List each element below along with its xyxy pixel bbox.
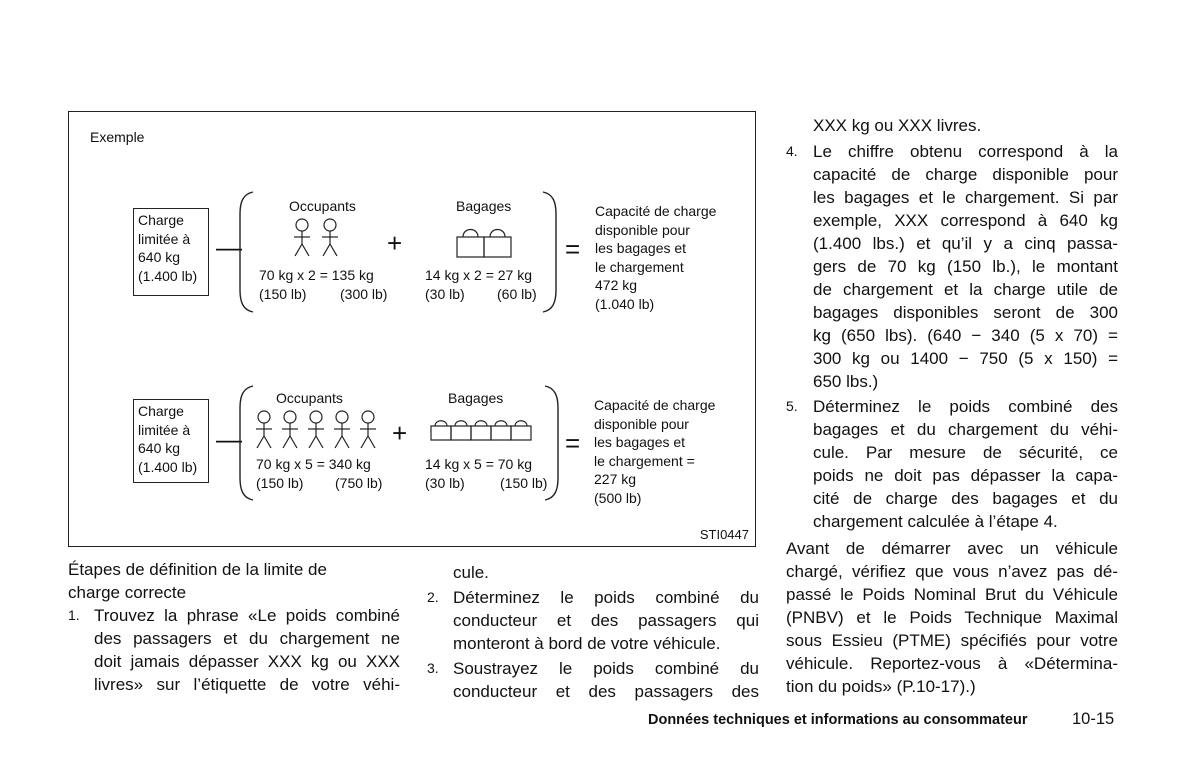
para-line: tion du poids» (P.10-17).): [786, 677, 976, 696]
minus-sign: —: [216, 424, 242, 454]
step-number: 4.: [786, 143, 798, 159]
box-line: (1.400 lb): [138, 267, 198, 284]
step-number: 1.: [68, 607, 80, 623]
occupants-lb-b: (300 lb): [340, 286, 388, 302]
step-line: bagages et du chargement du véhi-: [813, 420, 1118, 439]
luggage-icon: [455, 225, 513, 259]
step-3-continued: XXX kg ou XXX livres.: [813, 116, 982, 135]
load-limit-box: [133, 399, 209, 483]
occupants-lb-b: (750 lb): [335, 475, 383, 491]
step-line: 300 kg ou 1400 − 750 (5 x 150) =: [813, 349, 1118, 368]
step-number: 2.: [427, 589, 439, 605]
box-line: Charge: [138, 212, 184, 228]
result-line: (500 lb): [594, 489, 642, 506]
occupants-title: Occupants: [289, 198, 356, 214]
occupants-calc: 70 kg x 5 = 340 kg: [256, 456, 371, 472]
step-4: [786, 140, 1118, 393]
box-line: Charge: [138, 403, 184, 419]
step-line: (1.400 lbs.) et qu’il y a cinq passa-: [813, 234, 1118, 253]
step-2: [427, 586, 759, 655]
footer-title-text: Données techniques et informations au consommateur: [648, 712, 1028, 728]
para-line: (PNBV) et le Poids Technique Maximal: [786, 608, 1118, 627]
step-number: 5.: [786, 398, 798, 414]
result-line: 472 kg: [595, 277, 638, 293]
heading-line: charge correcte: [68, 583, 187, 602]
result-line: le chargement =: [594, 452, 695, 469]
bagages-lb-a: (30 lb): [425, 286, 465, 302]
step-3: [427, 657, 759, 703]
step-1-continued: cule.: [453, 563, 489, 582]
load-limit-box: [133, 208, 209, 296]
figure-code: STI0447: [699, 527, 749, 542]
step-line: cule. Par mesure de sécurité, ce: [813, 443, 1118, 462]
box-line: limitée à: [138, 421, 191, 438]
equals-sign: =: [565, 234, 581, 264]
step-number: 3.: [427, 660, 439, 676]
result-line: les bagages et: [595, 240, 687, 256]
step-line: monteront à bord de votre véhicule.: [453, 634, 721, 653]
step-line: capacité de charge disponible pour: [813, 165, 1118, 184]
occupant-figures-icon: [255, 410, 377, 450]
step-line: 650 lbs.): [813, 372, 879, 391]
result-line: 227 kg: [594, 471, 637, 487]
box-line: 640 kg: [138, 440, 181, 456]
bagages-title: Bagages: [456, 198, 512, 214]
bagages-calc: 14 kg x 2 = 27 kg: [425, 267, 533, 283]
box-line: (1.400 lb): [138, 458, 198, 475]
footer-title: [648, 711, 1028, 729]
equals-sign: =: [565, 428, 581, 458]
plus-sign: +: [392, 418, 408, 448]
box-line: 640 kg: [138, 249, 181, 265]
bagages-lb-b: (60 lb): [497, 286, 537, 302]
minus-sign: —: [216, 232, 242, 262]
step-line: Le chiffre obtenu correspond à la: [813, 142, 1118, 161]
step-line: cité de charge des bagages et du: [813, 489, 1118, 508]
result-text: [594, 396, 715, 507]
occupants-lb-a: (150 lb): [256, 475, 304, 491]
result-line: Capacité de charge: [595, 203, 717, 219]
example-figure: [68, 111, 756, 547]
left-brace: [237, 190, 255, 314]
result-line: Capacité de charge: [594, 397, 716, 413]
step-line: exemple, XXX correspond à 640 kg: [813, 211, 1118, 230]
step-line: livres» sur l’étiquette de votre véhi-: [94, 675, 400, 694]
step-line: conducteur et des passagers qui: [453, 611, 759, 630]
occupant-figures-icon: [293, 218, 349, 258]
step-line: Déterminez le poids combiné des: [813, 397, 1118, 416]
result-line: les bagages et: [594, 434, 686, 450]
step-1: [68, 604, 400, 696]
para-line: Avant de démarrer avec un véhicule: [786, 539, 1118, 558]
step-line: les bagages et le chargement. Si par: [813, 188, 1118, 207]
luggage-icon: [429, 416, 533, 442]
left-brace: [237, 384, 255, 502]
occupants-calc: 70 kg x 2 = 135 kg: [259, 267, 374, 283]
step-5: [786, 395, 1118, 533]
step-line: de chargement et la charge utile de: [813, 280, 1118, 299]
page-number: [1072, 710, 1114, 729]
para-line: sous Essieu (PTME) spécifiés pour votre: [786, 631, 1118, 650]
step-line: chargement calculée à l’étape 4.: [813, 512, 1058, 531]
step-line: doit jamais dépasser XXX kg ou XXX: [94, 652, 400, 671]
bagages-title: Bagages: [448, 390, 504, 406]
bagages-lb-b: (150 lb): [500, 475, 548, 491]
step-line: bagages disponibles seront de 300: [813, 303, 1118, 322]
occupants-lb-a: (150 lb): [259, 286, 307, 302]
para-line: passé le Poids Nominal Brut du Véhicule: [786, 585, 1118, 604]
result-line: disponible pour: [594, 415, 689, 432]
step-line: des passagers et du chargement ne: [94, 629, 400, 648]
result-line: le chargement: [595, 258, 684, 275]
bagages-calc: 14 kg x 5 = 70 kg: [425, 456, 533, 472]
right-brace: [541, 190, 559, 314]
step-line: conducteur et des passagers des: [453, 682, 759, 701]
result-text: [595, 202, 716, 313]
step-line: poids ne doit pas dépasser la capa-: [813, 466, 1118, 485]
result-line: disponible pour: [595, 221, 690, 238]
steps-heading: [68, 558, 398, 604]
step-line: Déterminez le poids combiné du: [453, 588, 759, 607]
occupants-title: Occupants: [276, 390, 343, 406]
step-line: gers de 70 kg (150 lb.), le montant: [813, 257, 1118, 276]
figure-label: Exemple: [90, 129, 145, 145]
step-line: Soustrayez le poids combiné du: [453, 659, 759, 678]
final-paragraph: [786, 537, 1118, 698]
result-line: (1.040 lb): [595, 295, 655, 312]
plus-sign: +: [387, 228, 403, 258]
para-line: chargé, vérifiez que vous n’avez pas dé-: [786, 562, 1118, 581]
page-number-text: 10-15: [1072, 710, 1115, 728]
para-line: véhicule. Reportez-vous à «Détermina-: [786, 654, 1118, 673]
bagages-lb-a: (30 lb): [425, 475, 465, 491]
heading-line: Étapes de définition de la limite de: [68, 560, 327, 579]
step-line: kg (650 lbs). (640 − 340 (5 x 70) =: [813, 326, 1118, 345]
step-line: Trouvez la phrase «Le poids combiné: [94, 606, 400, 625]
box-line: limitée à: [138, 230, 191, 247]
